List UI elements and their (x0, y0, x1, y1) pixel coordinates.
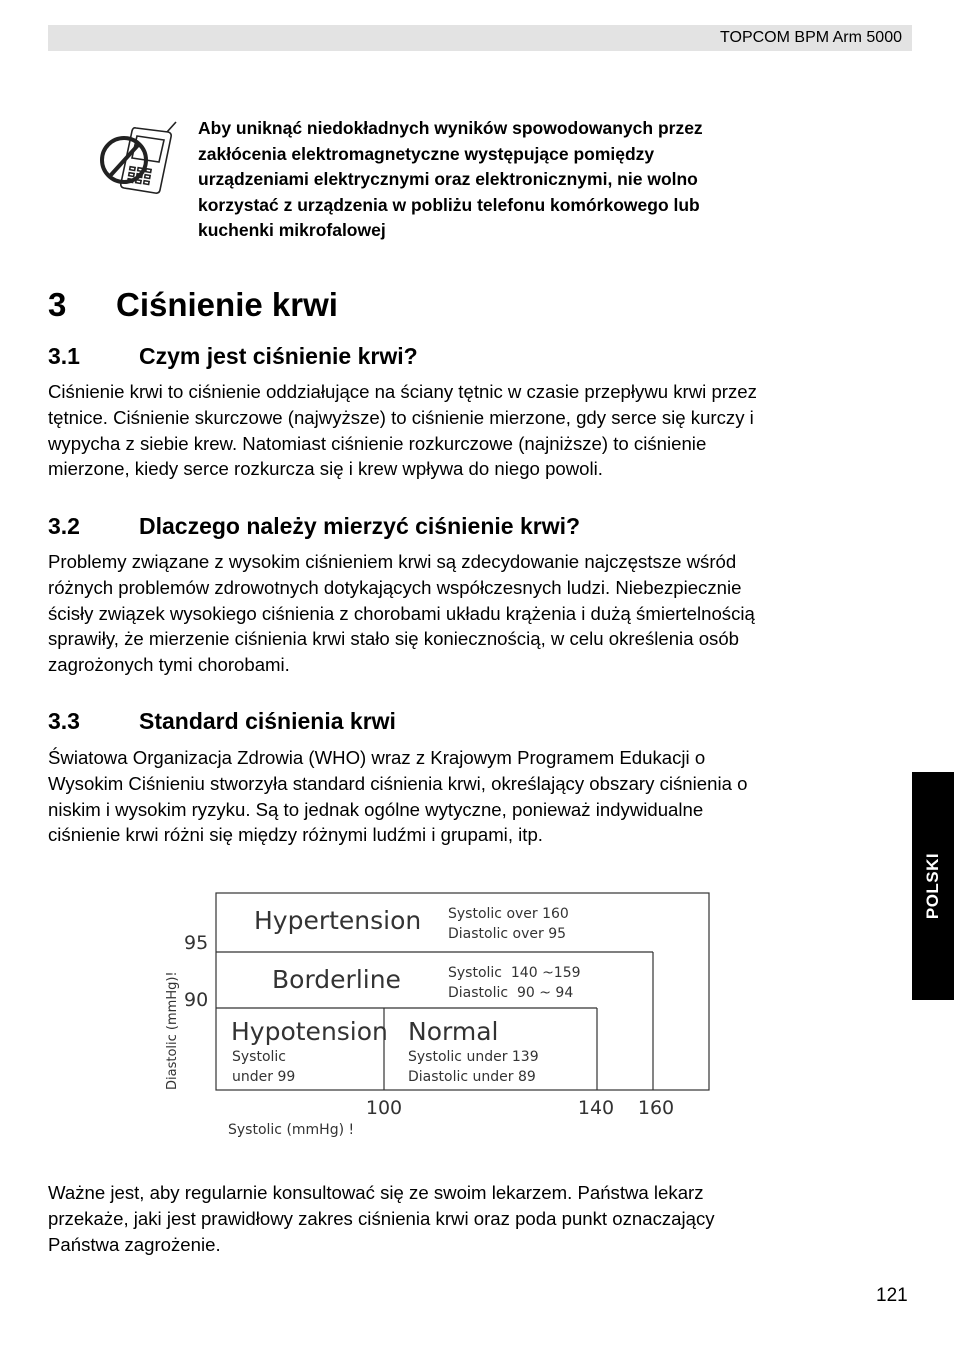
warning-line: zakłócenia elektromagnetyczne występujące pomiędzy (198, 143, 655, 164)
section-paragraph (48, 549, 918, 678)
page-number: 121 (876, 1285, 908, 1306)
region-name-hypertension: Hypertension (254, 906, 422, 935)
warning-line: Aby uniknąć niedokładnych wyników spowodowanych przez (198, 118, 703, 138)
x-tick-label: 140 (577, 1097, 615, 1119)
chapter-number: 3 (48, 286, 67, 323)
region-name-hypotension: Hypotension (231, 1017, 388, 1046)
paragraph-line: różnych problemów zdrowotnych dotykających współczesnych ludzi. Niebezpiecznie (48, 576, 742, 598)
section-title: Czym jest ciśnienie krwi? (139, 343, 418, 369)
section-title: Dlaczego należy mierzyć ciśnienie krwi? (139, 513, 581, 539)
language-tab-label: POLSKI (923, 852, 942, 920)
paragraph-line: Problemy związane z wysokim ciśnieniem krwi są zdecydowanie najczęstsze wśród (48, 551, 737, 572)
region-detail: Diastolic under 89 (408, 1069, 536, 1085)
paragraph-line: przekaże, jaki jest prawidłowy zakres ciśnienia krwi oraz poda punkt oznaczający (48, 1207, 715, 1229)
chapter-title: Ciśnienie krwi (116, 286, 338, 323)
section-heading (48, 708, 396, 735)
section-heading (48, 513, 580, 540)
warning-line: urządzeniami elektrycznymi oraz elektronicznymi, nie wolno (198, 169, 698, 189)
region-detail: Systolic over 160 (448, 906, 569, 922)
paragraph-line: wypycha z siebie krew. Natomiast ciśnienie rozkurczowe (najniższe) to ciśnienie (48, 432, 707, 454)
warning-line: korzystać z urządzenia w pobliżu telefonu komórkowego lub (198, 194, 700, 215)
document-title: TOPCOM BPM Arm 5000 (720, 29, 902, 46)
region-detail: Systolic under 139 (408, 1049, 539, 1065)
y-tick-label: 90 (184, 989, 209, 1011)
paragraph-line: Światowa Organizacja Zdrowia (WHO) wraz z Krajowym Programem Edukacji o (48, 747, 706, 768)
y-axis-label: Diastolic (mmHg)! (165, 971, 180, 1090)
warning-line: kuchenki mikrofalowej (198, 220, 386, 240)
no-mobile-phone-icon (96, 118, 182, 202)
region-detail: under 99 (232, 1069, 296, 1085)
region-detail: Diastolic 90 ~ 94 (448, 985, 574, 1001)
paragraph-line: zagrożonych tymi chorobami. (48, 654, 290, 676)
warning-text (198, 116, 878, 244)
paragraph-line: Ciśnienie krwi to ciśnienie oddziałujące na ściany tętnic w czasie przepływu krwi przez (48, 381, 757, 402)
paragraph-line: Państwa zagrożenie. (48, 1233, 221, 1255)
paragraph-line: Wysokim Ciśnieniu stworzyła standard ciśnienia krwi, określający obszary ciśnienia o (48, 772, 748, 794)
paragraph-line: ciśnienie krwi różni się między różnymi ludźmi i grupami, itp. (48, 824, 543, 846)
section-paragraph (48, 745, 918, 848)
paragraph-line: ścisły związek wysokiego ciśnienia z chorobami układu krążenia i dużą śmiertelnością (48, 602, 755, 624)
x-tick-label: 160 (637, 1097, 675, 1119)
section-number: 3.2 (48, 513, 80, 539)
closing-paragraph (48, 1180, 918, 1257)
chapter-heading (48, 286, 338, 324)
section-title: Standard ciśnienia krwi (139, 708, 396, 734)
paragraph-line: tętnice. Ciśnienie skurczowe (najwyższe) to ciśnienie mierzone, gdy serce się kurczy i (48, 406, 754, 428)
region-name-normal: Normal (408, 1017, 499, 1046)
header-bar (48, 25, 912, 51)
region-detail: Diastolic over 95 (448, 926, 567, 942)
x-tick-label: 100 (365, 1097, 403, 1119)
section-number: 3.3 (48, 708, 80, 734)
paragraph-line: sprawiły, że mierzenie ciśnienia krwi stało się koniecznością, w celu określenia osób (48, 628, 740, 650)
language-tab (912, 772, 954, 1000)
region-name-borderline: Borderline (272, 965, 401, 994)
paragraph-line: niskim i wysokim ryzyku. Są to jednak ogólne wytyczne, ponieważ indywidualne (48, 798, 704, 820)
x-axis-label: Systolic (mmHg) ! (228, 1122, 355, 1138)
region-detail: Systolic (232, 1049, 286, 1065)
section-heading (48, 343, 418, 370)
section-paragraph (48, 379, 918, 482)
region-detail: Systolic 140 ~159 (448, 965, 581, 981)
section-number: 3.1 (48, 343, 80, 369)
y-tick-label: 95 (184, 932, 209, 954)
paragraph-line: mierzone, kiedy serce rozkurcza się i krew wpływa do niego powoli. (48, 458, 603, 480)
blood-pressure-chart (150, 880, 730, 1145)
paragraph-line: Ważne jest, aby regularnie konsultować się ze swoim lekarzem. Państwa lekarz (48, 1182, 704, 1203)
